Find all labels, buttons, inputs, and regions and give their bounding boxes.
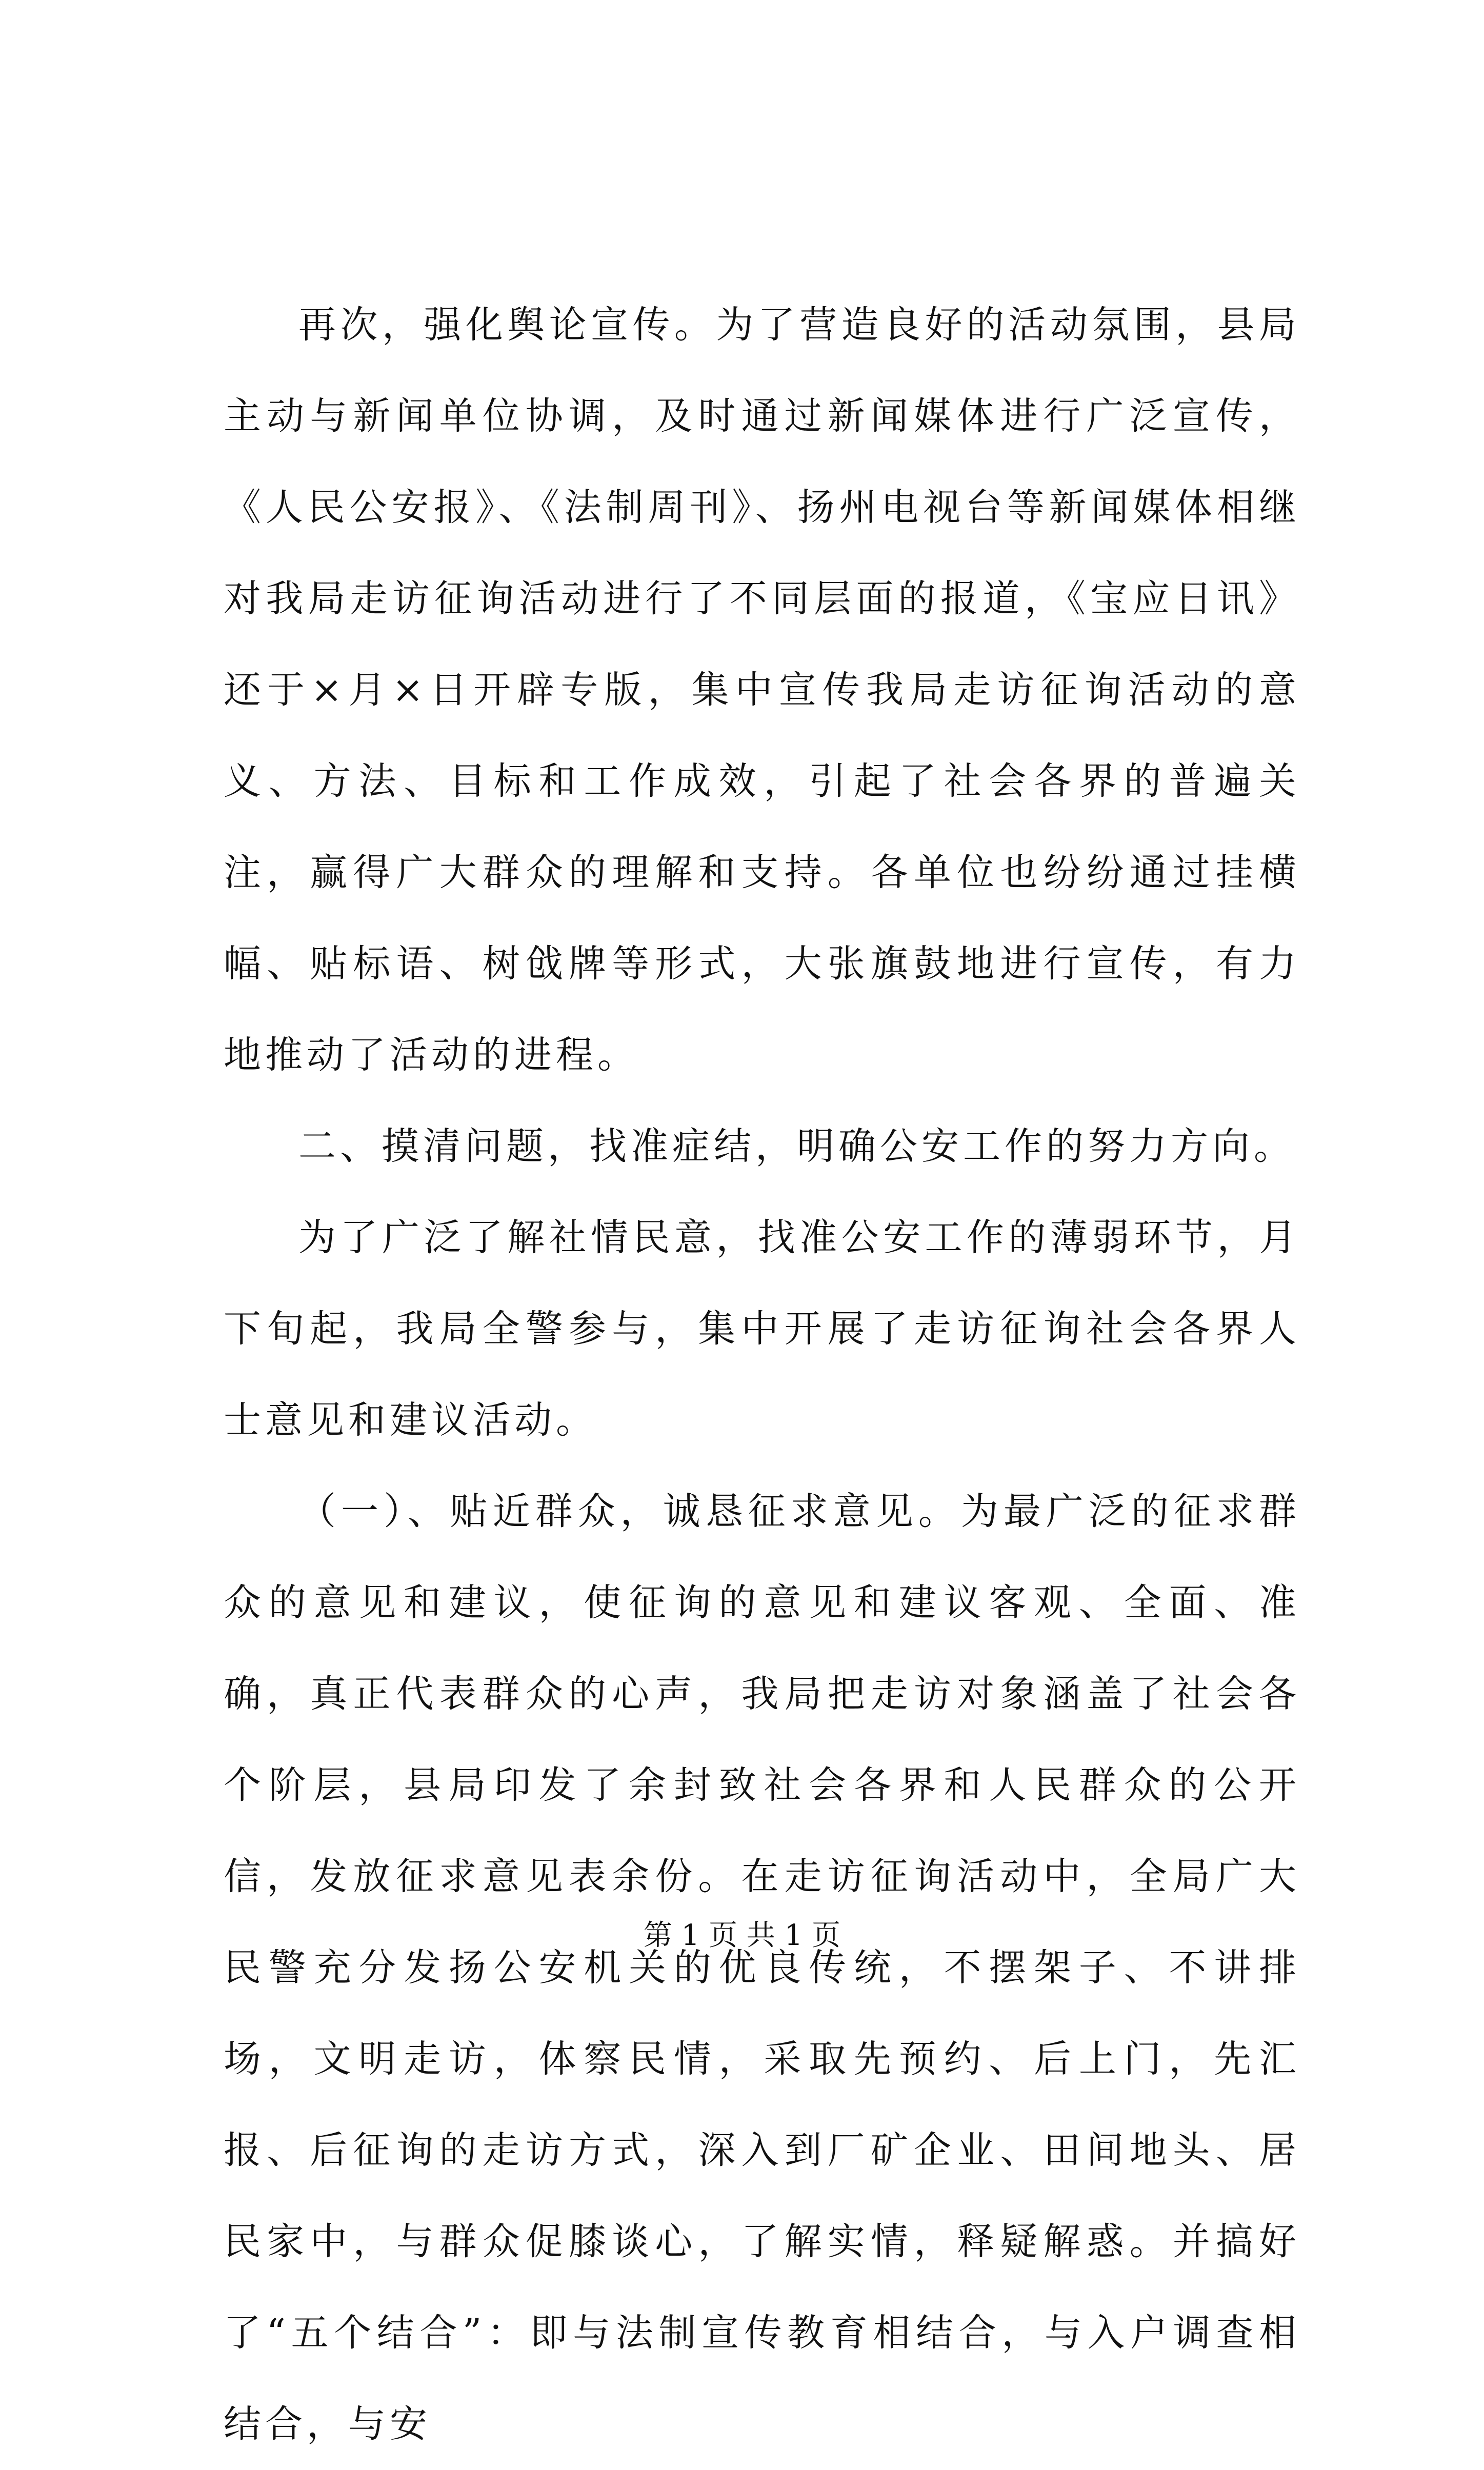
section-heading-2: 二、摸清问题，找准症结，明确公安工作的努力方向。	[298, 1124, 1295, 1168]
paragraph-subsection-1: （一）、贴近群众，诚恳征求意见。为最广泛的征求群众的意见和建议，使征询的意见和建议客观、全面、准确，真正代表群众的心声，我局把走访对象涵盖了社会各个阶层，县局印发了余封致社会各界和人民群众的公开信，发放征求意见表余份。在走访征询活动中，全局广大民警充分发扬公安机关的优良传统，不摆架子、不讲排场，文明走访，体察民情，采取先预约、后上门，先汇报、后征询的走访方式，深入到厂矿企业、田间地头、居民家中，与群众促膝谈心，了解实情，释疑解惑。并搞好了“五个结合”：即与法制宣传教育相结合，与入户调查相结合，与安	[224, 1490, 1300, 2446]
document-body	[224, 279, 1300, 2470]
paragraph-publicity: 再次，强化舆论宣传。为了营造良好的活动氛围，县局主动与新闻单位协调，及时通过新闻媒体进行广泛宣传，《人民公安报》、《法制周刊》、扬州电视台等新闻媒体相继对我局走访征询活动进行了不同层面的报道，《宝应日讯》还于×月×日开辟专版，集中宣传我局走访征询活动的意义、方法、目标和工作成效，引起了社会各界的普遍关注，赢得广大群众的理解和支持。各单位也纷纷通过挂横幅、贴标语、树戗牌等形式，大张旗鼓地进行宣传，有力地推动了活动的进程。	[224, 303, 1300, 1077]
page-number: 第 1 页 共 1 页	[643, 1919, 841, 1952]
paragraph-survey-intro: 为了广泛了解社情民意，找准公安工作的薄弱环节，月下旬起，我局全警参与，集中开展了走访征询社会各界人士意见和建议活动。	[224, 1216, 1300, 1442]
